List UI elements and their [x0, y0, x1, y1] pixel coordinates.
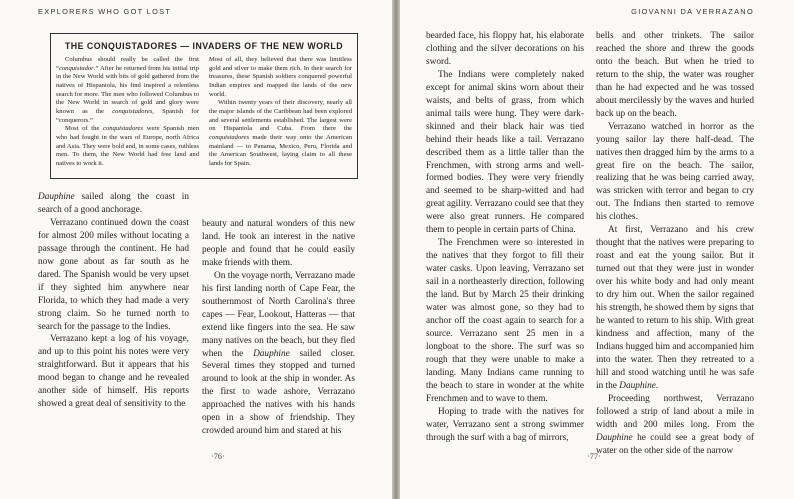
sidebar-box	[50, 33, 358, 179]
body-paragraph: Hoping to trade with the natives for water, Verrazano sent a strong swimmer through the surf with a bag of mirrors,	[426, 406, 584, 443]
body-paragraph: The Indians were completely naked except for animal skins worn about their waists, and belts of grass, from which animal tails were hung. They were dark-skinned and their black hair was tied behind their heads like a tail. Verrazano described them as a little taller than the Frenchmen, with strong arms and well-formed bodies. They were very friendly and seemed to be sharp-witted and had great agility. Verrazano could see that they were also great runners. He compared them to people in certain parts of China.	[426, 69, 584, 236]
body-paragraph: Verrazano continued down the coast for almost 200 miles without locating a passage through the continent. He had now gone about as far south as he dared. The Spanish would be very upset if they sighted him anywhere near Florida, to which they had made a very strong claim. So he turned north to search for the passage to the Indies.	[38, 217, 189, 332]
sidebar-paragraph: Most of the conquistadores were Spanish men who had fought in the wars of Europe, north Africa and Asia. They were bold and, in some cases, ruthless men. To them, the New World had free land and natives to work it.	[56, 125, 199, 167]
sidebar-title: THE CONQUISTADORES — INVADERS OF THE NEW WORLD	[64, 41, 344, 51]
book-gutter	[392, 0, 400, 499]
body-paragraph: Verrazano watched in horror as the young sailor lay there half-dead. The natives then dragged him by the arms to a great fire on the beach. The sailor, realizing that he was being carried away, was stricken with terror and began to cry out. The Indians then started to remove his clothes.	[596, 121, 754, 223]
left-page	[0, 0, 392, 499]
body-paragraph: On the voyage north, Verrazano made his first landing north of Cape Fear, the southernmost of North Carolina's three capes — Fear, Lookout, Hatteras — that extend like fingers into the sea. He saw many natives on the beach, but they fled when the Dauphine sailed closer. Several times they stopped and turned around to look at the ship in wonder. As the first to wade ashore, Verrazano approached the natives with his hands open in a show of friendship. They crowded around him and stared at his	[202, 270, 355, 437]
body-paragraph: bells and other trinkets. The sailor reached the shore and threw the goods onto the beach. But when he tried to return to the ship, the water was rougher than he had expected and he was tossed about mercilessly by the waves and hurled back up on the beach.	[596, 31, 755, 119]
body-paragraph: Verrazano kept a log of his voyage, and up to this point his notes were very straightforward. But it appears that his mood began to change and he revealed another side of himself. His reports showed a great deal of sensitivity to the	[38, 334, 189, 410]
running-head-left: EXPLORERS WHO GOT LOST	[38, 7, 172, 16]
body-paragraph: The Frenchmen were so interested in the natives that they forgot to fill their water casks. Upon leaving, Verrazano set sail in a northeasterly direction, following the land. But by March 25 their drinking water was almost gone, so they had to anchor off the coast again to search for a source. Verrazano sent 25 men in a longboat to the shore. The surf was so rough that they were unable to make a landing. Many Indians came running to the beach to stare in wonder at the white Frenchmen and to wave to them.	[426, 238, 584, 404]
right-page	[400, 0, 794, 499]
running-head-right: GIOVANNI DA VERRAZANO	[631, 7, 754, 16]
page-number-right: ·77·	[587, 452, 601, 461]
body-column-left-1	[38, 191, 189, 411]
body-column-right-2	[596, 30, 754, 457]
body-paragraph: beauty and natural wonders of this new land. He took an interest in the native people and found that he could easily make friends with them.	[202, 219, 355, 268]
body-paragraph: Proceeding northwest, Verrazano followed a strip of land about a mile in width and 200 miles long. From the Dauphine he could see a great body of water on the other side of the narrow	[596, 393, 754, 456]
body-paragraph: At first, Verrazano and his crew thought that the natives were preparing to roast and eat the young sailor. But it turned out that they were just in wonder over his white body and had only meant to dry him out. When the sailor regained his strength, he showed them by signs that he wanted to return to his ship. With great kindness and affection, many of the Indians hugged him and accompanied him into the water. Then they retreated to a hill and stood watching until he was safe in the Dauphine.	[596, 225, 754, 391]
sidebar-paragraph: Most of all, they believed that there was limitless gold and silver to make them rich. In their search for treasures, these Spanish soldiers conquered powerful Indian empires and mapped the lands of the new world.	[209, 56, 352, 98]
sidebar-column-2	[209, 56, 352, 169]
body-paragraph: Dauphine sailed along the coast in search of a good anchorage.	[38, 192, 189, 215]
body-column-left-2	[202, 218, 355, 438]
body-column-right-1	[426, 30, 584, 445]
sidebar-column-1	[56, 56, 199, 169]
sidebar-paragraph: Within twenty years of their discovery, nearly all the major islands of the Caribbean had been explored and several settlements established. The largest were on Hispaniola and Cuba. From there the conquistadores made their way onto the American mainland — to Panama, Mexico, Peru, Florida and the American Southwest, laying claim to all these lands for Spain.	[209, 99, 352, 167]
page-number-left: ·76·	[211, 452, 225, 461]
body-paragraph: bearded face, his floppy hat, his elaborate clothing and the silver decorations on his sword.	[426, 31, 584, 67]
sidebar-paragraph: Columbus should really be called the first “conquistador.” After he returned from his initial trip in the New World with bits of gold gathered from the natives of Hispaniola, his find inspired a relentless search for more. The men who followed Columbus to the New World in search of gold and glory were known as the conquistadores, Spanish for “conquerors.”	[56, 56, 199, 124]
